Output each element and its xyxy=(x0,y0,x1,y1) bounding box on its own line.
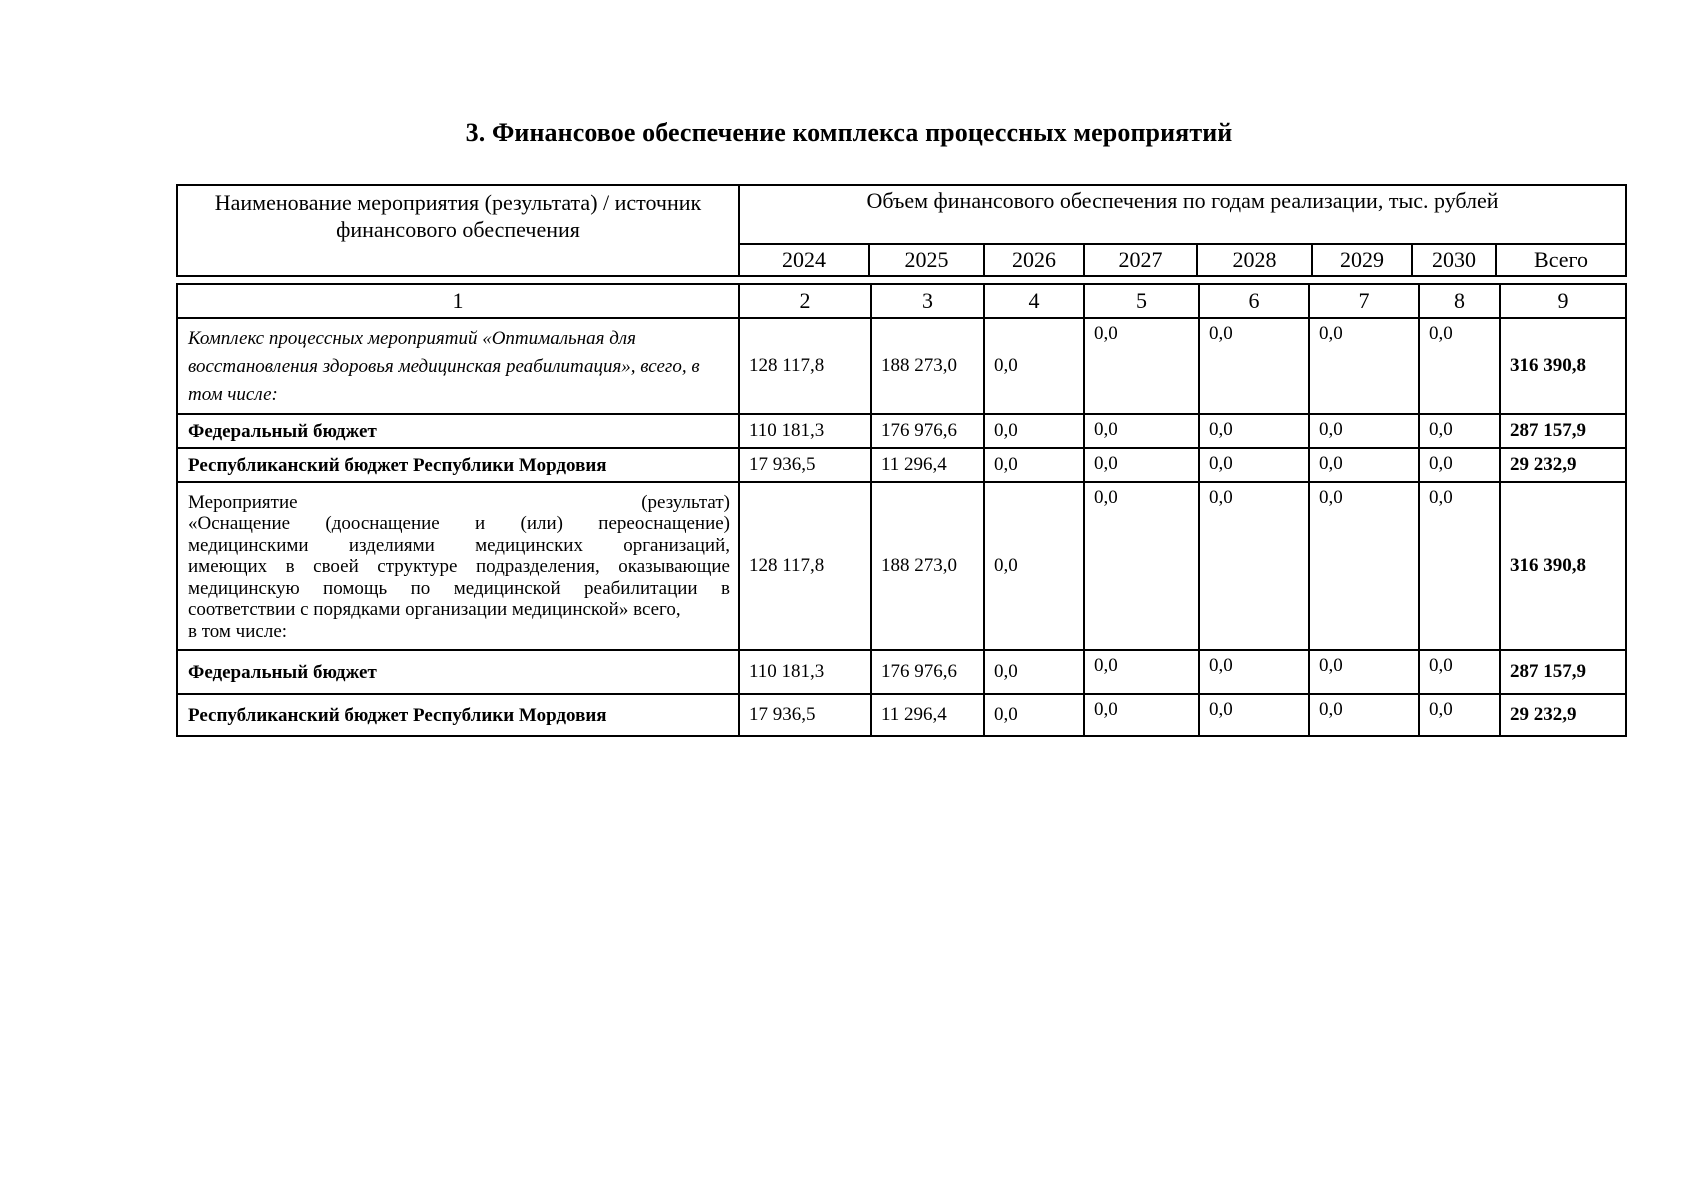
value-cell: 17 936,5 xyxy=(739,694,871,736)
row-name-line: Мероприятие (результат) xyxy=(188,491,730,513)
header-year: 2027 xyxy=(1084,244,1197,276)
column-number: 9 xyxy=(1500,284,1626,318)
value-cell: 0,0 xyxy=(1419,448,1500,482)
total-cell: 287 157,9 xyxy=(1500,650,1626,694)
header-year: 2026 xyxy=(984,244,1084,276)
value-cell: 0,0 xyxy=(1419,694,1500,736)
total-cell: 316 390,8 xyxy=(1500,482,1626,650)
header-total: Всего xyxy=(1496,244,1626,276)
value-cell: 0,0 xyxy=(1419,414,1500,448)
value-cell: 0,0 xyxy=(1309,318,1419,414)
value-cell: 0,0 xyxy=(1309,694,1419,736)
value-cell: 110 181,3 xyxy=(739,650,871,694)
column-number: 4 xyxy=(984,284,1084,318)
row-name: Республиканский бюджет Республики Мордовия xyxy=(177,448,739,482)
value-cell: 0,0 xyxy=(984,650,1084,694)
value-cell: 0,0 xyxy=(984,318,1084,414)
header-year: 2028 xyxy=(1197,244,1312,276)
row-name-line: медицинскими изделиями медицинских организаций, xyxy=(188,534,730,556)
header-name-column: Наименование мероприятия (результата) / источник финансового обеспечения xyxy=(177,185,739,276)
table-row xyxy=(177,414,1626,448)
value-cell: 0,0 xyxy=(1309,414,1419,448)
table-row xyxy=(177,318,1626,414)
value-cell: 0,0 xyxy=(1309,482,1419,650)
row-name-line: медицинскую помощь по медицинской реабилитации в xyxy=(188,577,730,599)
total-cell: 287 157,9 xyxy=(1500,414,1626,448)
row-name-line: в том числе: xyxy=(188,620,288,642)
row-name: Комплекс процессных мероприятий «Оптимальная для восстановления здоровья медицинская реабилитация», всего, в том числе: xyxy=(177,318,739,414)
row-name: Федеральный бюджет xyxy=(177,650,739,694)
table-row xyxy=(177,694,1626,736)
page-title: 3. Финансовое обеспечение комплекса процессных мероприятий xyxy=(465,118,1233,147)
value-cell: 0,0 xyxy=(1084,414,1199,448)
value-cell: 188 273,0 xyxy=(871,482,984,650)
table-row xyxy=(177,482,1626,650)
value-cell: 0,0 xyxy=(1199,414,1309,448)
value-cell: 0,0 xyxy=(1309,650,1419,694)
value-cell: 0,0 xyxy=(1199,482,1309,650)
value-cell: 128 117,8 xyxy=(739,482,871,650)
row-name xyxy=(177,482,739,650)
row-name: Республиканский бюджет Республики Мордовия xyxy=(177,694,739,736)
header-year: 2029 xyxy=(1312,244,1412,276)
value-cell: 0,0 xyxy=(984,448,1084,482)
header-volume: Объем финансового обеспечения по годам реализации, тыс. рублей xyxy=(739,185,1626,244)
value-cell: 176 976,6 xyxy=(871,414,984,448)
total-cell: 29 232,9 xyxy=(1500,694,1626,736)
total-cell: 29 232,9 xyxy=(1500,448,1626,482)
value-cell: 0,0 xyxy=(1084,448,1199,482)
value-cell: 0,0 xyxy=(1199,650,1309,694)
value-cell: 0,0 xyxy=(1419,318,1500,414)
value-cell: 0,0 xyxy=(984,482,1084,650)
column-number: 1 xyxy=(177,284,739,318)
row-name-line: соответствии с порядками организации медицинской» всего, xyxy=(188,599,681,621)
row-name: Федеральный бюджет xyxy=(177,414,739,448)
value-cell: 110 181,3 xyxy=(739,414,871,448)
column-number: 7 xyxy=(1309,284,1419,318)
header-year: 2024 xyxy=(739,244,869,276)
value-cell: 0,0 xyxy=(1199,694,1309,736)
header-year: 2030 xyxy=(1412,244,1496,276)
value-cell: 0,0 xyxy=(1419,650,1500,694)
value-cell: 11 296,4 xyxy=(871,448,984,482)
column-number: 6 xyxy=(1199,284,1309,318)
header-year: 2025 xyxy=(869,244,984,276)
column-number: 5 xyxy=(1084,284,1199,318)
column-numbers-row xyxy=(177,284,1626,318)
value-cell: 0,0 xyxy=(1309,448,1419,482)
column-number: 3 xyxy=(871,284,984,318)
value-cell: 17 936,5 xyxy=(739,448,871,482)
finance-table xyxy=(176,283,1627,737)
value-cell: 0,0 xyxy=(1419,482,1500,650)
value-cell: 11 296,4 xyxy=(871,694,984,736)
column-number: 2 xyxy=(739,284,871,318)
value-cell: 176 976,6 xyxy=(871,650,984,694)
value-cell: 0,0 xyxy=(1084,482,1199,650)
table-row xyxy=(177,448,1626,482)
value-cell: 188 273,0 xyxy=(871,318,984,414)
value-cell: 0,0 xyxy=(984,414,1084,448)
value-cell: 0,0 xyxy=(1199,448,1309,482)
value-cell: 0,0 xyxy=(984,694,1084,736)
value-cell: 0,0 xyxy=(1084,650,1199,694)
total-cell: 316 390,8 xyxy=(1500,318,1626,414)
column-number: 8 xyxy=(1419,284,1500,318)
row-name-line: «Оснащение (дооснащение и (или) переоснащение) xyxy=(188,513,730,535)
table-row xyxy=(177,650,1626,694)
header-table xyxy=(176,184,1627,277)
value-cell: 0,0 xyxy=(1199,318,1309,414)
value-cell: 0,0 xyxy=(1084,694,1199,736)
value-cell: 0,0 xyxy=(1084,318,1199,414)
value-cell: 128 117,8 xyxy=(739,318,871,414)
row-name-line: имеющих в своей структуре подразделения, оказывающие xyxy=(188,556,730,578)
